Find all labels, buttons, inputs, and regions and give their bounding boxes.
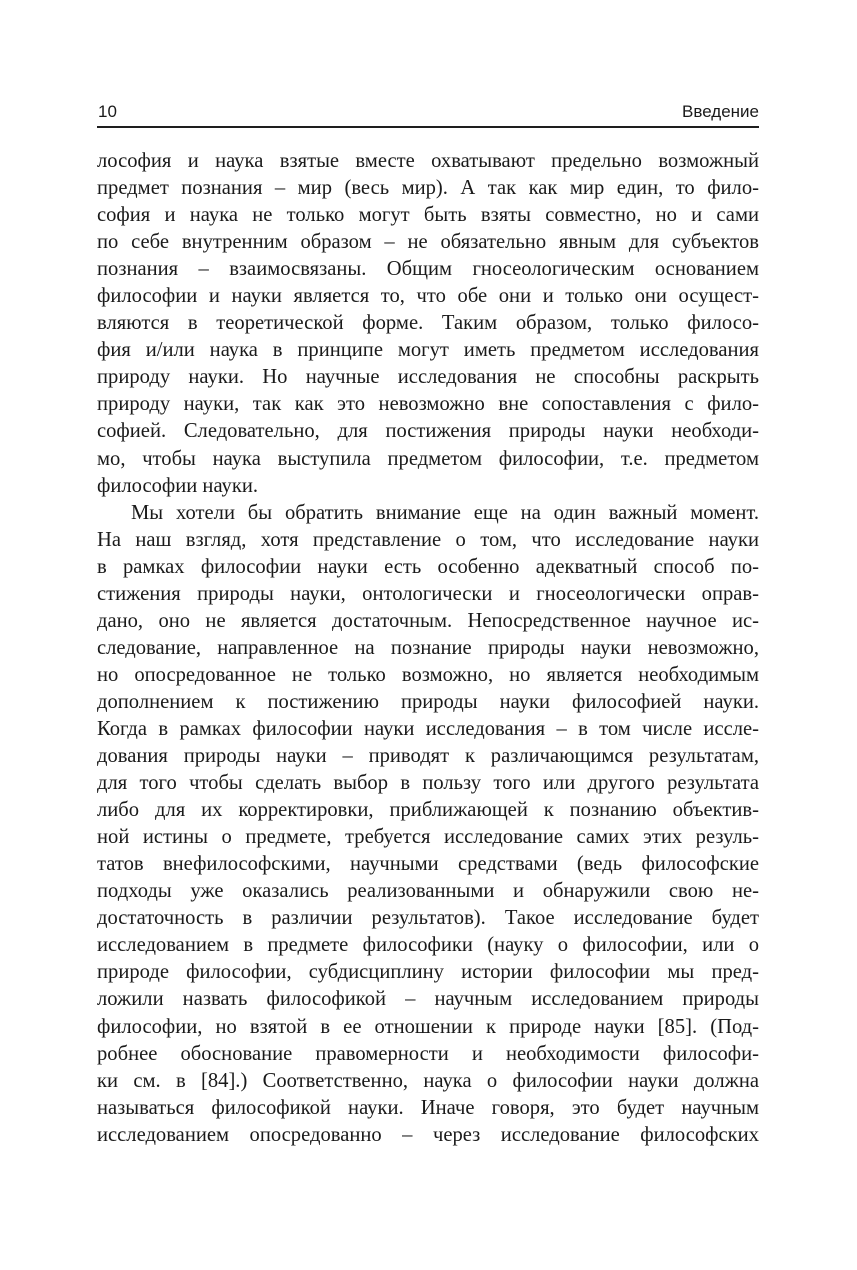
text-line: На наш взгляд, хотя представление о том, что исследование науки <box>97 528 759 551</box>
text-line: в рамках философии науки есть особенно адекватный способ по- <box>97 555 759 578</box>
text-line: мо, чтобы наука выступила предметом философии, т.е. предметом <box>97 447 759 470</box>
text-line: робнее обоснование правомерности и необходимости философи- <box>97 1042 759 1065</box>
text-line: вляются в теоретической форме. Таким образом, только филосо- <box>97 312 759 335</box>
text-line: философии науки. <box>97 474 259 497</box>
body-text <box>97 148 759 1149</box>
text-line: предмет познания – мир (весь мир). А так как мир един, то фило- <box>97 177 759 200</box>
section-title: Введение <box>682 102 759 121</box>
text-line: по себе внутренним образом – не обязательно явным для субъектов <box>97 231 759 254</box>
page-number: 10 <box>98 102 117 121</box>
text-line: ки см. в [84].) Соответственно, наука о философии науки должна <box>97 1069 759 1092</box>
text-line: исследованием в предмете философики (науку о философии, или о <box>97 934 759 957</box>
text-line: для того чтобы сделать выбор в пользу того или другого результата <box>97 772 759 795</box>
text-line: познания – взаимосвязаны. Общим гносеологическим основанием <box>97 258 759 281</box>
text-line: ложили назвать философикой – научным исследованием природы <box>97 988 759 1011</box>
text-line: философии и науки является то, что обе они и только они осущест- <box>97 285 759 308</box>
text-line: Когда в рамках философии науки исследования – в том числе иссле- <box>97 717 759 740</box>
text-line: но опосредованное не только возможно, но является необходимым <box>97 663 759 686</box>
text-line: философии, но взятой в ее отношении к природе науки [85]. (Под- <box>97 1015 759 1038</box>
text-line: дано, оно не является достаточным. Непосредственное научное ис- <box>97 609 759 632</box>
text-line: дополнением к постижению природы науки философией науки. <box>97 690 759 713</box>
text-line: исследованием опосредованно – через исследование философских <box>97 1123 759 1146</box>
text-line: природу науки, так как это невозможно вне сопоставления с фило- <box>97 393 759 416</box>
text-line: стижения природы науки, онтологически и гносеологически оправ- <box>97 582 759 605</box>
text-line: достаточность в различии результатов). Такое исследование будет <box>97 907 759 930</box>
text-line: ной истины о предмете, требуется исследование самих этих резуль- <box>97 826 759 849</box>
paragraph-1 <box>97 148 759 500</box>
text-line: подходы уже оказались реализованными и обнаружили свою не- <box>97 880 759 903</box>
text-line: Мы хотели бы обратить внимание еще на один важный момент. <box>131 501 759 524</box>
text-line: либо для их корректировки, приближающей к познанию объектив- <box>97 799 759 822</box>
paragraph-2 <box>97 500 759 1149</box>
text-line: лософия и наука взятые вместе охватывают предельно возможный <box>97 150 759 172</box>
running-header <box>97 100 759 128</box>
text-line: дования природы науки – приводят к различающимся результатам, <box>97 745 759 768</box>
text-line: софия и наука не только могут быть взяты совместно, но и сами <box>97 204 759 227</box>
text-line: фия и/или наука в принципе могут иметь предметом исследования <box>97 339 759 362</box>
text-line: природе философии, субдисциплину истории философии мы пред- <box>97 961 759 984</box>
text-line: софией. Следовательно, для постижения природы науки необходи- <box>97 420 759 443</box>
text-line: природу науки. Но научные исследования не способны раскрыть <box>97 366 759 389</box>
text-line: следование, направленное на познание природы науки невозможно, <box>97 636 759 659</box>
text-line: называться философикой науки. Иначе говоря, это будет научным <box>97 1096 759 1119</box>
text-line: татов внефилософскими, научными средствами (ведь философские <box>97 853 759 876</box>
